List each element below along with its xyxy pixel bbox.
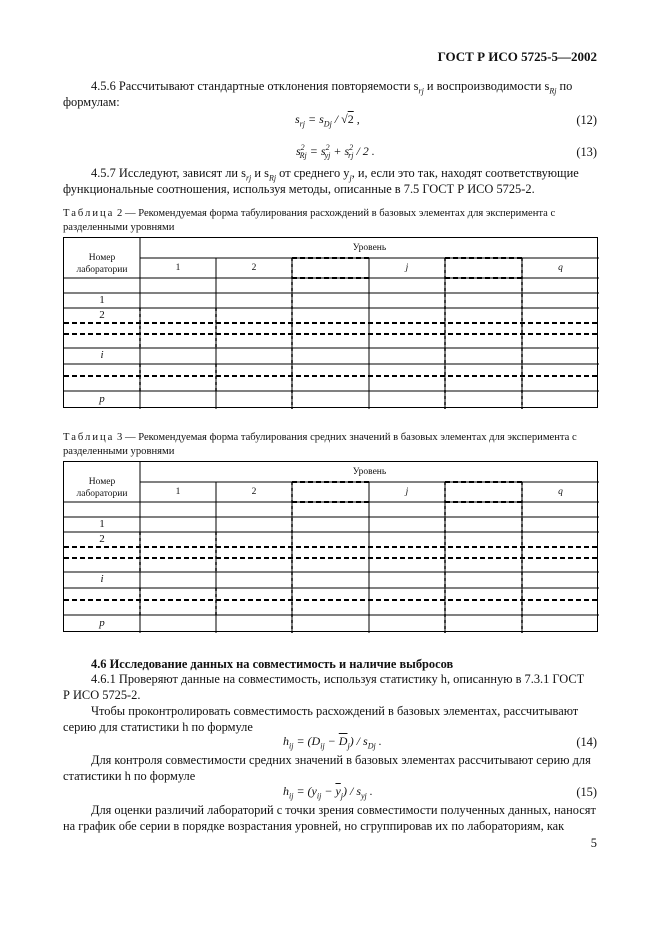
row-label-1: 1 xyxy=(99,294,105,306)
text: 4.5.6 Рассчитывают стандартные отклонения повторяемости s xyxy=(91,79,419,93)
paragraph-4-6-1: 4.6.1 Проверяют данные на совместимость, используя статистику h, описанную в 7.3.1 ГОСТ xyxy=(91,672,585,686)
row-label-1: 1 xyxy=(99,518,105,530)
formula-15-number: (15) xyxy=(576,785,597,799)
table-3-caption xyxy=(63,431,599,458)
row-label-p: p xyxy=(99,617,105,629)
lab-header-line1: Номер xyxy=(88,253,116,263)
table-2-caption xyxy=(63,207,599,234)
level-header: Уровень xyxy=(352,467,387,477)
subscript: j xyxy=(349,173,352,183)
subscript: Rj xyxy=(268,173,277,183)
paragraph-means: Для контроля совместимости средних значений в базовых элементах рассчитывают серию для xyxy=(91,753,591,767)
paragraph-check: Чтобы проконтролировать совместимость расхождений в базовых элементах, рассчитывают xyxy=(91,704,579,718)
document-header: ГОСТ Р ИСО 5725-5—2002 xyxy=(437,49,597,64)
formula-13-number: (13) xyxy=(576,145,597,159)
lab-header xyxy=(64,252,140,276)
level-j: j xyxy=(405,263,409,273)
level-q: q xyxy=(558,263,563,273)
text: и s xyxy=(254,166,269,180)
row-label-p: p xyxy=(99,393,105,405)
paragraph-check-cont: серию для статистики h по формуле xyxy=(63,720,253,734)
row-label-2: 2 xyxy=(99,309,105,321)
caption-text: 3 — Рекомендуемая форма табулирования средних значений в базовых элементах для эксперимента с разделенными уровнями xyxy=(63,432,577,457)
level-2: 2 xyxy=(251,487,257,497)
text: и воспроизводимости s xyxy=(426,79,550,93)
level-header: Уровень xyxy=(352,243,387,253)
level-j: j xyxy=(405,487,409,497)
page-number: 5 xyxy=(590,836,597,850)
lab-header-line2: лаборатории xyxy=(76,489,128,499)
formula-12-number: (12) xyxy=(576,113,597,127)
paragraph-4-5-6 xyxy=(91,78,599,99)
section-title: 4.6 Исследование данных на совместимость и наличие выбросов xyxy=(91,657,454,671)
paragraph-4-5-6-cont: формулам: xyxy=(63,95,120,109)
subscript: Rj xyxy=(549,86,557,96)
row-label-2: 2 xyxy=(99,533,105,545)
caption-text: 2 — Рекомендуемая форма табулирования расхождений в базовых элементах для эксперимента с разделенными уровнями xyxy=(63,208,556,233)
text: от среднего y xyxy=(279,166,350,180)
level-2: 2 xyxy=(251,263,257,273)
lab-header-line2: лаборатории xyxy=(76,265,128,275)
paragraph-4-5-7-cont: функциональные соотношения, используя методы, описанные в 7.5 ГОСТ Р ИСО 5725-2. xyxy=(63,182,535,196)
caption-word: Таблица xyxy=(63,432,115,443)
table-3 xyxy=(63,461,598,632)
paragraph-last: Для оценки различий лабораторий с точки зрения совместимости полученных данных, наносят xyxy=(91,803,596,817)
formula-12: $s_{rj} = s_{Dj} / √2$ , xyxy=(295,112,360,129)
subscript: rj xyxy=(418,86,424,96)
row-label-i: i xyxy=(100,349,104,361)
paragraph-last-cont: на график обе серии в порядке возрастания уровней, но сгруппировав их по лабораториям, как xyxy=(63,819,565,833)
formula-14: $h_{ij} = (D_{ij} - \overline{D}_j) / s_{Dj}$ . xyxy=(283,734,382,751)
table-2 xyxy=(63,237,598,408)
paragraph-4-6-1-cont: Р ИСО 5725-2. xyxy=(63,688,141,702)
lab-header-line1: Номер xyxy=(88,477,116,487)
subscript: rj xyxy=(245,173,252,183)
text: по xyxy=(559,79,573,93)
row-label-i: i xyxy=(100,573,104,585)
level-1: 1 xyxy=(175,263,181,273)
paragraph-means-cont: статистики h по формуле xyxy=(63,769,196,783)
caption-word: Таблица xyxy=(63,208,115,219)
text: , и, если это так, находят соответствующие xyxy=(351,166,579,180)
text: 4.5.7 Исследуют, зависят ли s xyxy=(91,166,246,180)
lab-header xyxy=(64,476,140,500)
formula-13: $s^2_{Rj} = s^2_{yj} + s^2_{rj} / 2$ . xyxy=(296,143,375,161)
formula-15: $h_{ij} = (y_{ij} - \overline{y}_j) / s_{yj}$ . xyxy=(283,784,373,801)
level-1: 1 xyxy=(175,487,181,497)
level-q: q xyxy=(558,487,563,497)
formula-14-number: (14) xyxy=(576,735,597,749)
